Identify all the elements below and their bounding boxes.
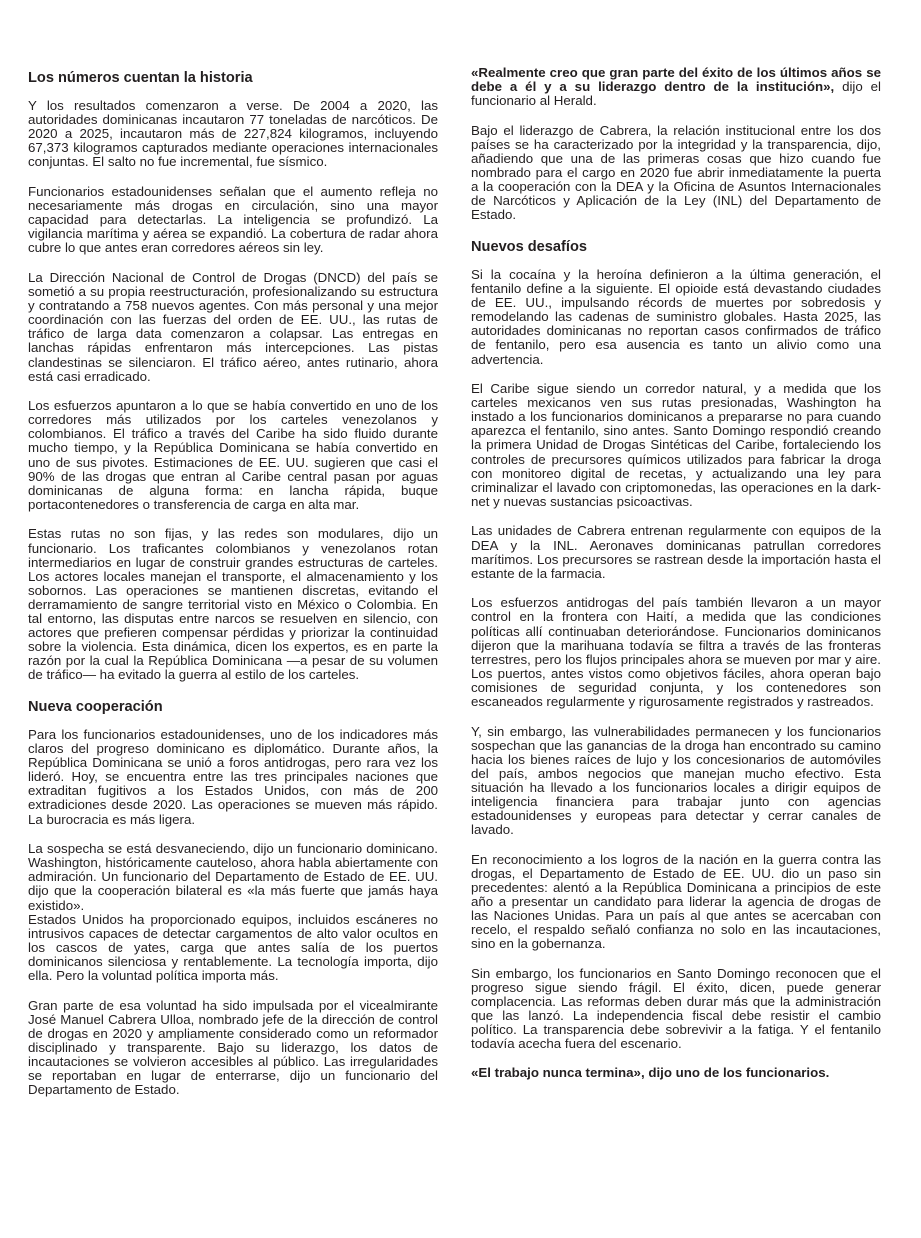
section-heading-challenges: Nuevos desafíos: [471, 238, 587, 255]
paragraph: Gran parte de esa voluntad ha sido impulsada por el vicealmirante José Manuel Cabrera Ulloa, nombrado jefe de la dirección de control de drogas en 2020 y ampliamente considerado como un reformador disciplinado y transparente. Bajo su liderazgo, los datos de incautaciones se volvieron accesibles al público. Las irregularidades se reportaban en lugar de enterrarse, dijo un funcionario del Departamento de Estado.: [28, 997, 438, 1098]
paragraph: Funcionarios estadounidenses señalan que el aumento refleja no necesariamente más drogas en circulación, sino una mayor capacidad para detectarlas. La inteligencia se profundizó. La vigilancia marítima y aérea se expandió. La cobertura de radar ahora cubre lo que antes eran corredores aéreos sin ley.: [28, 183, 438, 256]
paragraph: Los esfuerzos apuntaron a lo que se había convertido en uno de los corredores más utilizados por los carteles venezolanos y colombianos. El tráfico a través del Caribe ha sido fluido durante mucho tiempo, y la República Dominicana se había convertido en uno de sus pivotes. Estimaciones de EE. UU. sugieren que casi el 90% de las drogas que entran al Caribe central pasan por aguas dominicanas de alguna forma: en lancha rápida, buque portacontenedores o transferencia de carga en alta mar.: [28, 398, 438, 512]
paragraph: Y los resultados comenzaron a verse. De 2004 a 2020, las autoridades dominicanas incautaron 77 toneladas de narcóticos. De 2020 a 2025, incautaron más de 227,824 kilogramos, incluyendo 67,373 kilogramos capturados mediante operaciones internacionales conjuntas. El salto no fue incremental, fue sísmico.: [28, 98, 438, 170]
section-heading-numbers: Los números cuentan la historia: [28, 70, 253, 86]
left-column: [28, 66, 438, 1113]
paragraph: Sin embargo, los funcionarios en Santo Domingo reconocen que el progreso sigue siendo frágil. El éxito, dicen, puede generar complacencia. Las reformas deben durar más que la administración que las lanzó. La independencia fiscal debe resistir el cambio político. La transparencia debe sobrevivir a la fatiga. Y el fentanilo todavía acecha fuera del escenario.: [471, 965, 881, 1052]
paragraph: Las unidades de Cabrera entrenan regularmente con equipos de la DEA y la INL. Aeronaves dominicanas patrullan corredores marítimos. Los precursores se rastrean desde la importación hasta el estante de la farmacia.: [471, 523, 881, 581]
paragraph: Estados Unidos ha proporcionado equipos, incluidos escáneres no intrusivos capaces de detectar cargamentos de alto valor ocultos en los cascos de yates, carga que antes salía de los puertos dominicanos silenciosa y rentablemente. La tecnología importa, dijo ella. Pero la voluntad política importa más.: [28, 911, 438, 983]
quote-attribution: dijo el funcionario al Herald.: [471, 79, 881, 109]
paragraph: La sospecha se está desvaneciendo, dijo un funcionario dominicano. Washington, históricamente cauteloso, ahora habla abiertamente con admiración. Un funcionario del Departamento de Estado de EE. UU. dijo que la cooperación bilateral es «la más fuerte que jamás haya existido».: [28, 841, 438, 913]
paragraph: La Dirección Nacional de Control de Drogas (DNCD) del país se sometió a su propia reestructuración, profesionalizando su estructura y contratando a 758 nuevos agentes. Con más personal y una mejor coordinación con las fuerzas del orden de EE. UU., las rutas de tráfico de larga data comenzaron a colapsar. Las entregas en lanchas rápidas enfrentaron más intercepciones. Las pistas clandestinas se silenciaron. El tráfico aéreo, antes rutinario, ahora está casi erradicado.: [28, 269, 438, 384]
section-heading-cooperation: Nueva cooperación: [28, 698, 163, 715]
right-column: [471, 66, 881, 1096]
paragraph: El Caribe sigue siendo un corredor natural, y a medida que los carteles mexicanos ven sus rutas presionadas, Washington ha instado a los funcionarios dominicanos a prepararse no para cuando aparezca el fentanilo, sino antes. Santo Domingo respondió creando la primera Unidad de Drogas Sintéticas del Caribe, fortaleciendo los controles de precursores químicos utilizados para fabricar la droga con monitoreo digital de recetas, y actualizando una ley para criminalizar el lavado con criptomonedas, las operaciones en la dark-net y nuevas sustancias psicoactivas.: [471, 381, 881, 509]
quote-bold-text: «Realmente creo que gran parte del éxito de los últimos años se debe a él y a su liderazgo dentro de la institución»,: [471, 65, 881, 95]
paragraph: Los esfuerzos antidrogas del país también llevaron a un mayor control en la frontera con Haití, a medida que las condiciones políticas allí continuaban deteriorándose. Funcionarios dominicanos dijeron que la marihuana todavía se filtra a través de las fronteras terrestres, pero los flujos principales ahora se mueven por mar y aire. Los puertos, antes vistos como objetivos fáciles, ahora operan bajo comisiones de seguridad conjunta, y los contenedores son escaneados regularmente y rigurosamente registrados y rastreados.: [471, 595, 881, 709]
paragraph: Estas rutas no son fijas, y las redes son modulares, dijo un funcionario. Los traficantes colombianos y venezolanos rotan intermediarios en lugar de construir grandes estructuras de carteles. Los actores locales manejan el transporte, el almacenamiento y los sobornos. Las operaciones se mantienen discretas, evitando el derramamiento de sangre territorial visto en México o Colombia. En tal entorno, las disputas entre narcos se resuelven en silencio, con actores que prefieren compensar pérdidas y priorizar la continuidad sobre la violencia. Esta dinámica, dicen los expertos, es en parte la razón por la cual la República Dominicana —a pesar de su volumen de tráfico— ha evitado la guerra al estilo de los carteles.: [28, 526, 438, 683]
paragraph: Si la cocaína y la heroína definieron a la última generación, el fentanilo define a la siguiente. El opioide está devastando ciudades de EE. UU., impulsando récords de muertes por sobredosis y remodelando las cadenas de suministro globales. Hasta 2025, las autoridades dominicanas no reportan casos confirmados de tráfico de fentanilo, pero esa ausencia es tanto un alivio como una advertencia.: [471, 266, 881, 367]
paragraph: En reconocimiento a los logros de la nación en la guerra contra las drogas, el Departamento de Estado de EE. UU. dio un paso sin precedentes: alentó a la República Dominicana a principios de este año a presentar un candidato para liderar la agencia de drogas de las Naciones Unidas. Para un país al que antes se acercaban con recelo, el respaldo señaló confianza no solo en las incautaciones, sino en la gobernanza.: [471, 851, 881, 952]
paragraph: Para los funcionarios estadounidenses, uno de los indicadores más claros del progreso dominicano es diplomático. Durante años, la República Dominicana se unió a foros antidrogas, pero rara vez los lideró. Hoy, se encuentra entre las tres principales naciones que extraditan fugitivos a los Estados Unidos, con más de 200 extradiciones desde 2020. Las operaciones se mueven más rápido. La burocracia es más ligera.: [28, 726, 438, 827]
pull-quote: [471, 66, 881, 108]
closing-quote: «El trabajo nunca termina», dijo uno de los funcionarios.: [471, 1065, 830, 1081]
paragraph: Bajo el liderazgo de Cabrera, la relación institucional entre los dos países se ha caracterizado por la integridad y la transparencia, dijo, añadiendo que una de las primeras cosas que hizo cuando fue nombrado para el cargo en 2020 fue abrir inmediatamente la puerta a la cooperación con la DEA y la Oficina de Asuntos Internacionales de Narcóticos y Aplicación de la Ley (INL) del Departamento de Estado.: [471, 122, 881, 223]
paragraph: Y, sin embargo, las vulnerabilidades permanecen y los funcionarios sospechan que las ganancias de la droga han encontrado su camino hacia los bienes raíces de lujo y los concesionarios de automóviles del país, ambos negocios que manejan mucho efectivo. Esta situación ha llevado a los funcionarios locales a dirigir equipos de inteligencia financiera para trabajar junto con agencias estadounidenses y europeas para detectar y cerrar canales de lavado.: [471, 723, 881, 838]
